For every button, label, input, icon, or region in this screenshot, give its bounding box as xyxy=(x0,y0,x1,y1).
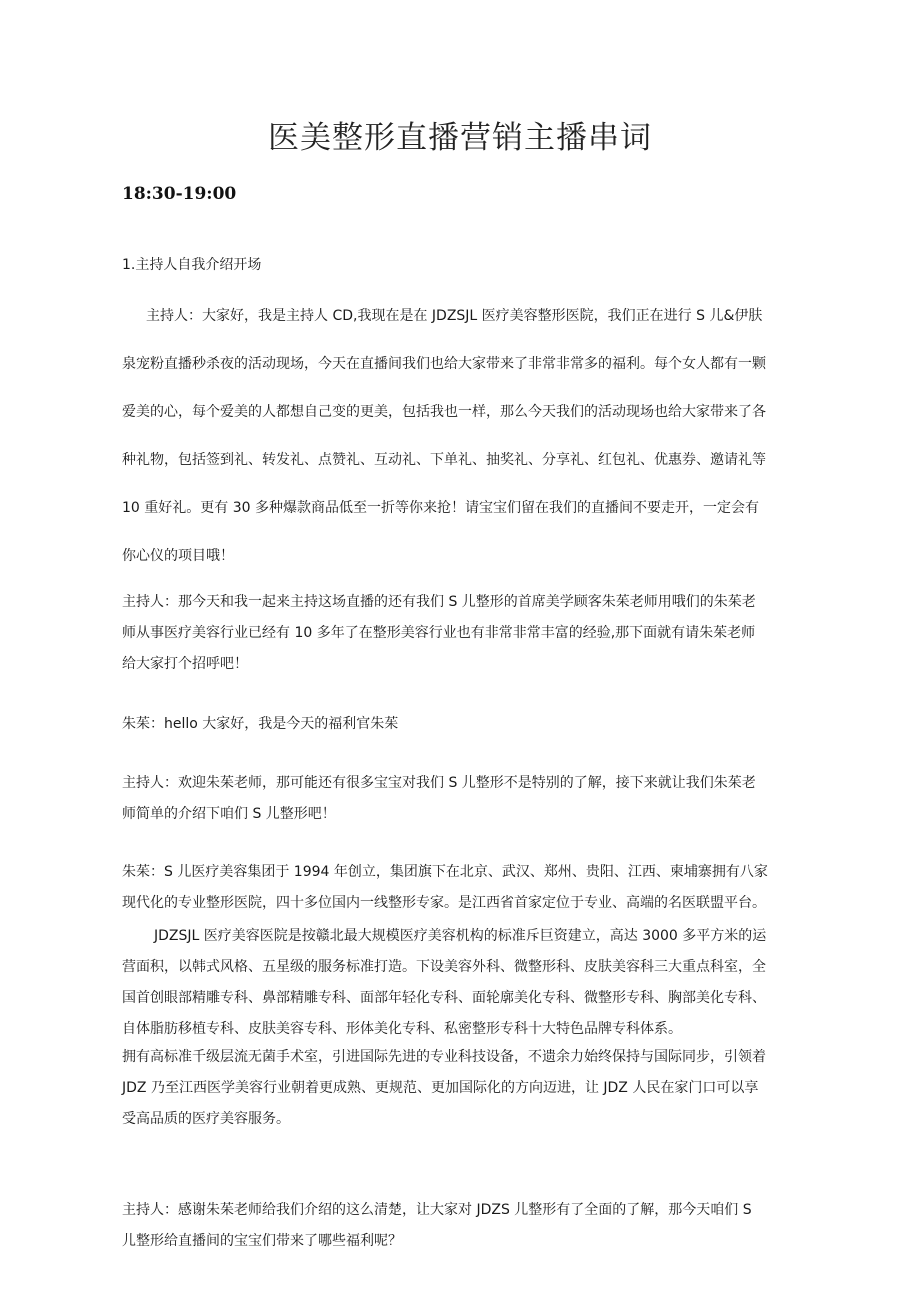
paragraph-line: 爱美的心，每个爱美的人都想自己变的更美，包括我也一样，那么今天我们的活动现场也给大家带来了各 xyxy=(122,404,766,420)
guest-hello-paragraph xyxy=(122,711,802,742)
paragraph-line: 主持人：欢迎朱茱老师，那可能还有很多宝宝对我们 S 儿整形不是特别的了解，接下来就让我们朱茱老 xyxy=(122,775,756,791)
host-thanks-paragraph xyxy=(122,1197,802,1259)
paragraph-line: JDZ 乃至江西医学美容行业朝着更成熟、更规范、更加国际化的方向迈进，让 JDZ 人民在家门口可以享 xyxy=(122,1080,759,1096)
facility-paragraph xyxy=(122,1044,802,1137)
paragraph-line: 主持人：大家好，我是主持人 CD,我现在是在 JDZSJL 医疗美容整形医院，我们正在进行 S 儿&伊肤 xyxy=(146,308,763,324)
paragraph-line: 给大家打个招呼吧！ xyxy=(122,656,248,672)
paragraph-line: 国首创眼部精雕专科、鼻部精雕专科、面部年轻化专科、面轮廓美化专科、微整形专科、胸部美化专科、 xyxy=(122,990,766,1006)
paragraph-line: JDZSJL 医疗美容医院是按赣北最大规模医疗美容机构的标准斥巨资建立，高达 3000 多平方米的运 xyxy=(154,928,767,944)
paragraph-line: 拥有高标准千级层流无菌手术室，引进国际先进的专业科技设备，不遗余力始终保持与国际同步，引领着 xyxy=(122,1049,766,1065)
paragraph-line: 师简单的介绍下咱们 S 儿整形吧！ xyxy=(122,806,336,822)
host-intro-paragraph xyxy=(122,303,802,591)
paragraph-line: 自体脂肪移植专科、皮肤美容专科、形体美化专科、私密整形专科十大特色品牌专科体系。 xyxy=(122,1021,682,1037)
paragraph-line: 10 重好礼。更有 30 多种爆款商品低至一折等你来抢！请宝宝们留在我们的直播间不要走开，一定会有 xyxy=(122,500,759,516)
paragraph-line: 营面积，以韩式风格、五星级的服务标准打造。下设美容外科、微整形科、皮肤美容科三大重点科室，全 xyxy=(122,959,766,975)
paragraph-line: 儿整形给直播间的宝宝们带来了哪些福利呢？ xyxy=(122,1233,402,1249)
document-title: 医美整形直播营销主播串词 xyxy=(268,120,652,156)
time-slot: 18:30-19:00 xyxy=(122,184,237,204)
paragraph-line: 受高品质的医疗美容服务。 xyxy=(122,1111,290,1127)
paragraph-line: 主持人：感谢朱茱老师给我们介绍的这么清楚，让大家对 JDZS 儿整形有了全面的了解，那今天咱们 S xyxy=(122,1202,752,1218)
paragraph-line: 泉宠粉直播秒杀夜的活动现场，今天在直播间我们也给大家带来了非常非常多的福利。每个女人都有一颗 xyxy=(122,356,766,372)
paragraph-line: 种礼物，包括签到礼、转发礼、点赞礼、互动礼、下单礼、抽奖礼、分享礼、红包礼、优惠券、邀请礼等 xyxy=(122,452,766,468)
paragraph-line: 现代化的专业整形医院，四十多位国内一线整形专家。是江西省首家定位于专业、高端的名医联盟平台。 xyxy=(122,895,766,911)
paragraph-line: 朱茱：hello 大家好，我是今天的福利官朱茱 xyxy=(122,716,399,732)
paragraph-line: 朱茱：S 儿医疗美容集团于 1994 年创立，集团旗下在北京、武汉、郑州、贵阳、江西、柬埔寨拥有八家 xyxy=(122,864,768,880)
paragraph-line: 你心仪的项目哦！ xyxy=(122,548,234,564)
paragraph-line: 师从事医疗美容行业已经有 10 多年了在整形美容行业也有非常非常丰富的经验,那下面就有请朱茱老师 xyxy=(122,625,756,641)
guest-intro-paragraph xyxy=(122,859,802,921)
hospital-paragraph xyxy=(122,923,802,1047)
section-heading: 1.主持人自我介绍开场 xyxy=(122,257,262,273)
host-welcome-paragraph xyxy=(122,770,802,832)
host-guest-paragraph xyxy=(122,589,802,682)
paragraph-line: 主持人：那今天和我一起来主持这场直播的还有我们 S 儿整形的首席美学顾客朱茱老师用哦们的朱茱老 xyxy=(122,594,756,610)
